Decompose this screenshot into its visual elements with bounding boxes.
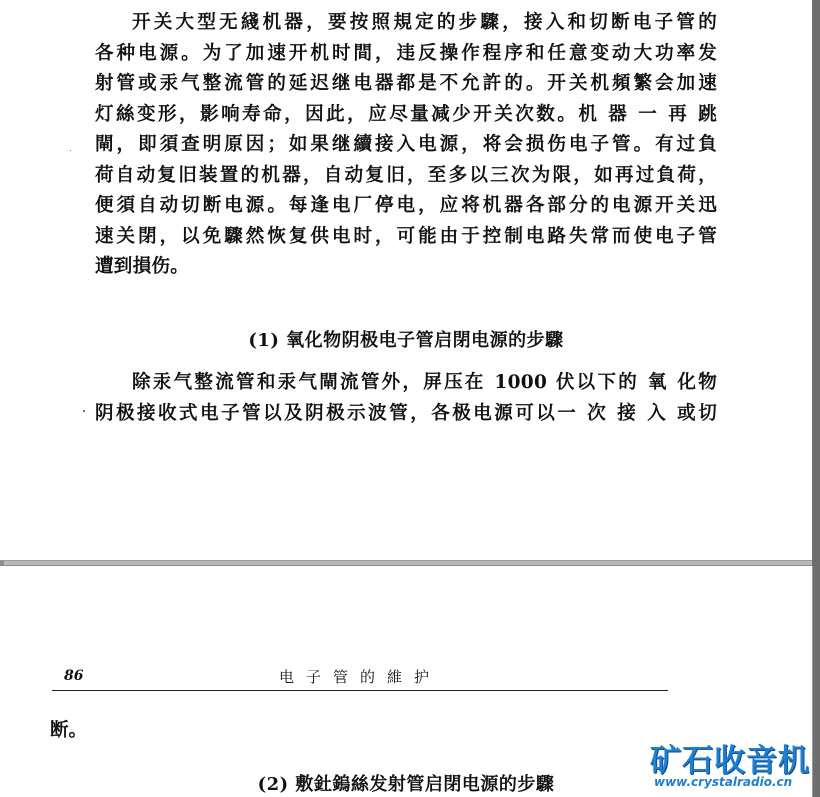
- text-line: 閘，即須查明原因；如果继續接入电源，将会损伤电子管。有过負: [95, 134, 717, 155]
- scan-speck: [83, 410, 85, 412]
- viewer-scroll-edge[interactable]: [812, 0, 820, 797]
- scan-speck: [70, 150, 71, 151]
- watermark-url: www.crystalradio.cn: [654, 775, 793, 789]
- paragraph-1: [95, 8, 717, 283]
- text-line: 便須自动切断电源。每逢电厂停电，应将机器各部分的电源开关迅: [95, 195, 717, 216]
- paragraph-2: [95, 368, 717, 429]
- text-line: 速关閉，以免驟然恢复供电时，可能由于控制电路失常而使电子管: [95, 225, 717, 247]
- text-line: 荷自动复旧装置的机器，自动复旧，至多以三次为限，如再过負荷，: [95, 164, 717, 186]
- text-line: 遭到損伤。: [95, 256, 190, 277]
- text-line: 开关大型无綫机器，要按照規定的步驟，接入和切断电子管的: [132, 12, 717, 33]
- continuation-text: 断。: [50, 720, 88, 741]
- page-number: 86: [64, 668, 84, 684]
- watermark-logo-text: 矿石收音机: [650, 743, 810, 779]
- text-line: 阴极接收式电子管以及阴极示波管，各极电源可以一 次 接 入 或切: [95, 402, 717, 424]
- text-line: 灯絲变形，影响寿命，因此，应尽量减少开关次数。机 器 一 再 跳: [95, 103, 717, 125]
- text-line: 除汞气整流管和汞气閘流管外，屏压在 1000 伏以下的 氧 化物: [132, 372, 717, 393]
- section-heading-1: (1) 氧化物阴极电子管启閉电源的步驟: [248, 330, 564, 351]
- running-header: [52, 666, 668, 691]
- section-heading-2: (2) 敷釷鎢絲发射管启閉电源的步驟: [257, 774, 555, 795]
- running-title: 电子管的維护: [278, 668, 441, 686]
- text-line: 射管或汞气整流管的延迟继电器都是不允許的。开关机頻繁会加速: [95, 73, 717, 94]
- text-line: 各种电源。为了加速开机时間，违反操作程序和任意变动大功率发: [95, 42, 717, 64]
- site-watermark: [650, 735, 820, 797]
